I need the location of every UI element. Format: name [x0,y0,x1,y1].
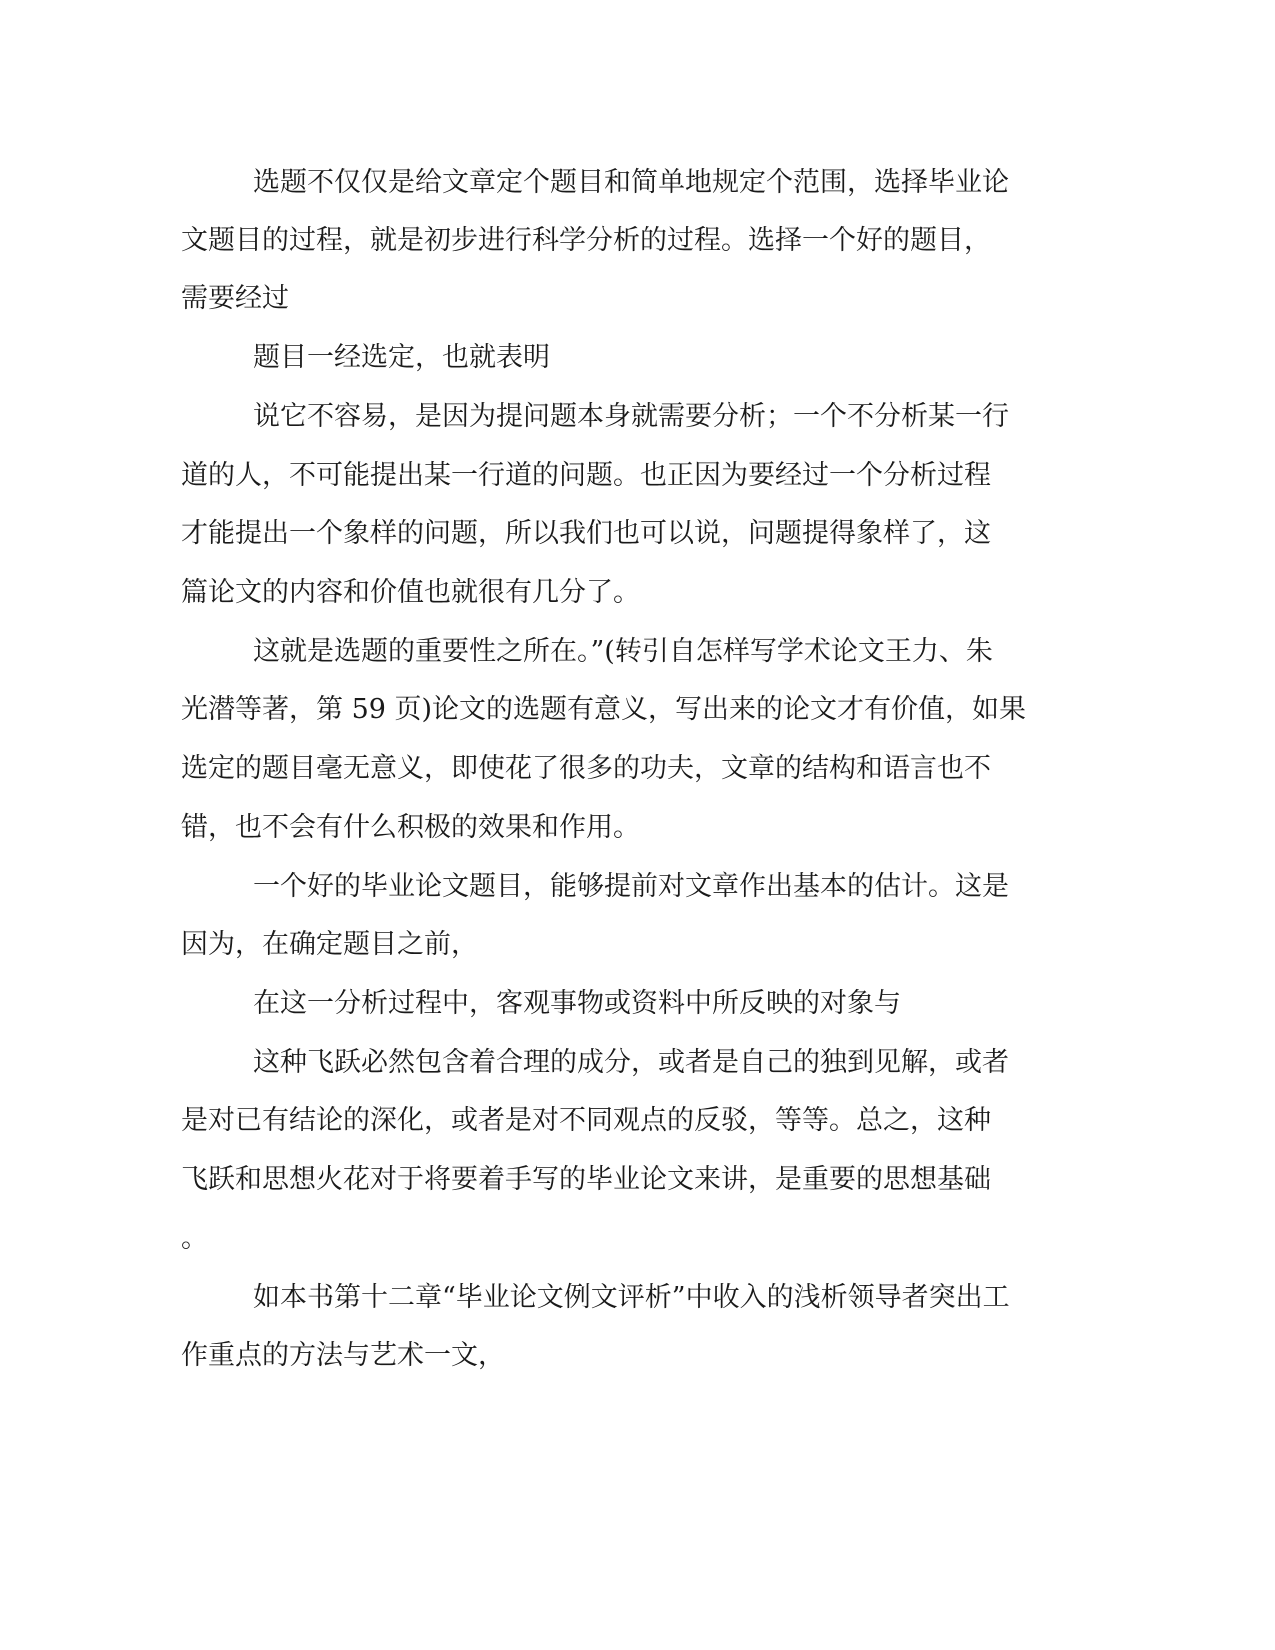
paragraph-4-line-3: 选定的题目毫无意义，即使花了很多的功夫，文章的结构和语言也不 [181,753,991,784]
paragraph-3-line-1: 说它不容易，是因为提问题本身就需要分析；一个不分析某一行 [253,401,1009,432]
paragraph-4-line-4: 错，也不会有什么积极的效果和作用。 [181,812,640,843]
paragraph-3-line-2: 道的人，不可能提出某一行道的问题。也正因为要经过一个分析过程 [181,460,991,491]
paragraph-1-line-2: 文题目的过程，就是初步进行科学分析的过程。选择一个好的题目， [181,225,991,256]
paragraph-7-line-4: 。 [181,1223,208,1254]
paragraph-7-line-2: 是对已有结论的深化，或者是对不同观点的反驳，等等。总之，这种 [181,1105,991,1136]
paragraph-4-line-2: 光潜等著，第 59 页)论文的选题有意义，写出来的论文才有价值，如果 [181,694,1027,725]
paragraph-7-line-3: 飞跃和思想火花对于将要着手写的毕业论文来讲，是重要的思想基础 [181,1164,991,1195]
paragraph-8-line-1: 如本书第十二章“毕业论文例文评析”中收入的浅析领导者突出工 [253,1282,1010,1313]
paragraph-5-line-2: 因为，在确定题目之前， [181,929,478,960]
paragraph-8-line-2: 作重点的方法与艺术一文， [181,1340,505,1371]
paragraph-1-line-1: 选题不仅仅是给文章定个题目和简单地规定个范围，选择毕业论 [253,167,1009,198]
paragraph-7-line-1: 这种飞跃必然包含着合理的成分，或者是自己的独到见解，或者 [253,1047,1009,1078]
paragraph-6-line-1: 在这一分析过程中，客观事物或资料中所反映的对象与 [253,988,901,1019]
paragraph-2-line-1: 题目一经选定，也就表明 [253,342,550,373]
paragraph-5-line-1: 一个好的毕业论文题目，能够提前对文章作出基本的估计。这是 [253,871,1009,902]
paragraph-3-line-3: 才能提出一个象样的问题，所以我们也可以说，问题提得象样了，这 [181,518,991,549]
paragraph-4-line-1: 这就是选题的重要性之所在。”(转引自怎样写学术论文王力、朱 [253,636,993,667]
paragraph-1-line-3: 需要经过 [181,283,289,314]
paragraph-3-line-4: 篇论文的内容和价值也就很有几分了。 [181,577,640,608]
